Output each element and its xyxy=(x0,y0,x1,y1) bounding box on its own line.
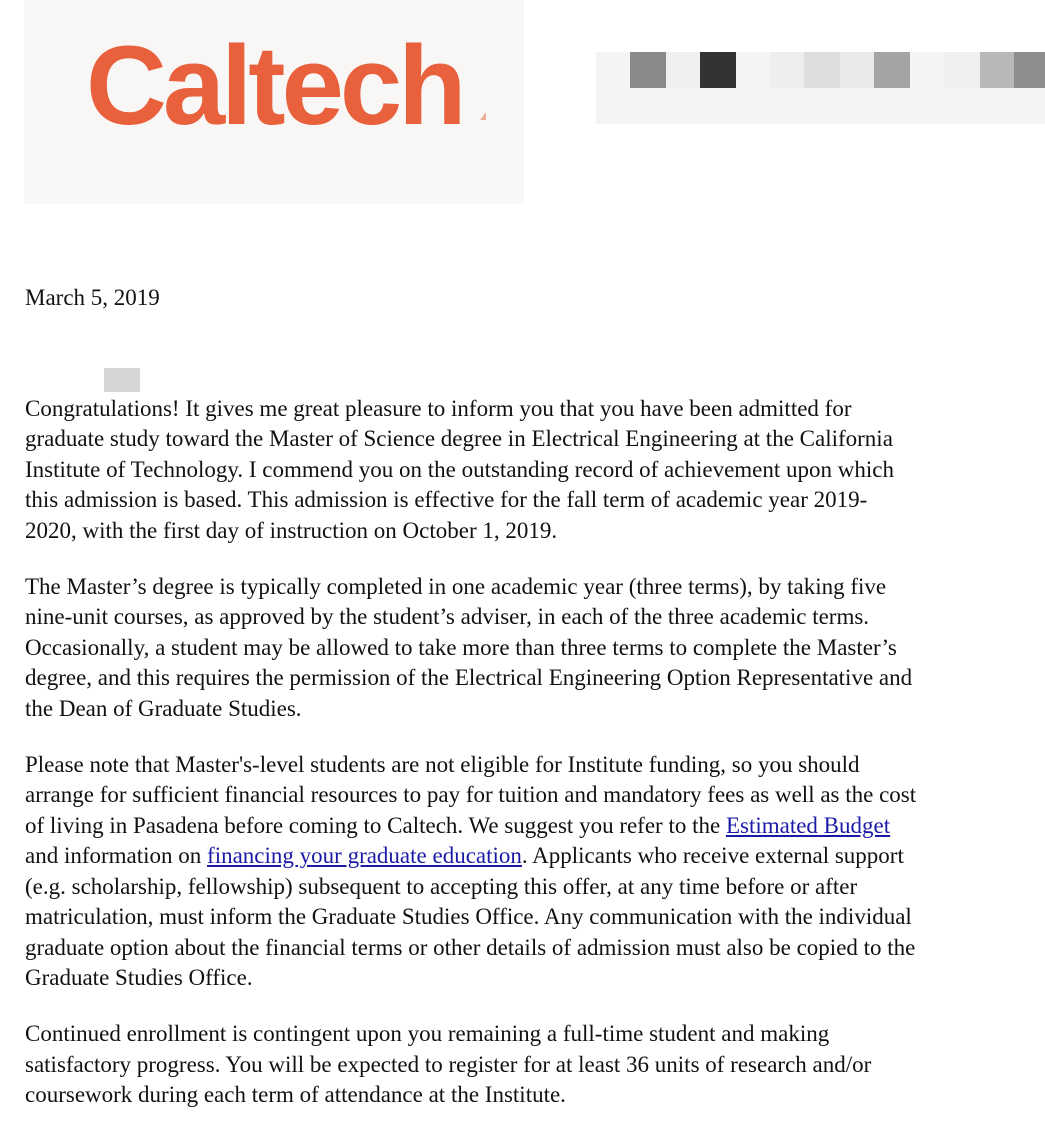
text-line: Institute of Technology. I commend you on the outstanding record of achievement upon which xyxy=(25,456,894,482)
letter-body xyxy=(25,394,1029,1137)
redaction-block xyxy=(666,52,702,88)
text-line: matriculation, must inform the Graduate Studies Office. Any communication with the individual xyxy=(25,904,912,930)
text-line: this admission is based. This admission is effective for the fall term of academic year 2019- xyxy=(25,487,868,513)
redaction-block xyxy=(1014,52,1045,88)
caltech-logo: Caltech xyxy=(86,23,463,148)
text-line: the Dean of Graduate Studies. xyxy=(25,695,302,721)
redacted-address xyxy=(596,52,1045,124)
redaction-block xyxy=(630,52,666,88)
redaction-block xyxy=(700,52,736,88)
text-line: Please note that Master's-level students are not eligible for Institute funding, so you should xyxy=(25,752,860,778)
financing-education-link[interactable]: financing your graduate education xyxy=(207,843,522,869)
text-line: Continued enrollment is contingent upon you remaining a full-time student and making xyxy=(25,1021,830,1047)
text-line: Occasionally, a student may be allowed to take more than three terms to complete the Master’s xyxy=(25,634,897,660)
text-line: Graduate Studies Office. xyxy=(25,964,253,990)
redaction-block xyxy=(770,52,806,88)
text-line: coursework during each term of attendance at the Institute. xyxy=(25,1082,566,1108)
paragraph-degree-terms xyxy=(25,572,1029,724)
estimated-budget-link[interactable]: Estimated Budget xyxy=(725,812,891,838)
letterhead xyxy=(24,0,524,204)
text-line xyxy=(25,841,1029,871)
text-line: degree, and this requires the permission of the Electrical Engineering Option Representative and xyxy=(25,665,913,691)
text-line: satisfactory progress. You will be expected to register for at least 36 units of research and/or xyxy=(25,1051,872,1077)
text-line: 2020, with the first day of instruction on October 1, 2019. xyxy=(25,517,558,543)
text-line: nine-unit courses, as approved by the student’s adviser, in each of the three academic terms. xyxy=(25,604,870,630)
text-line: graduate study toward the Master of Science degree in Electrical Engineering at the California xyxy=(25,426,893,452)
redaction-block xyxy=(840,52,876,88)
logo-mark-icon xyxy=(480,112,486,120)
redaction-block xyxy=(874,52,910,88)
redaction-block xyxy=(804,52,840,88)
letter-date: March 5, 2019 xyxy=(25,285,160,310)
text-segment: . Applicants who receive external support xyxy=(521,843,904,869)
text-line: Congratulations! It gives me great pleasure to inform you that you have been admitted for xyxy=(25,396,852,421)
text-line: arrange for sufficient financial resources to pay for tuition and mandatory fees as well as the cost xyxy=(25,782,917,808)
paragraph-enrollment xyxy=(25,1019,1029,1110)
text-line: (e.g. scholarship, fellowship) subsequent to accepting this offer, at any time before or after xyxy=(25,873,858,899)
text-line xyxy=(25,811,1029,841)
redaction-block xyxy=(944,52,980,88)
text-segment: of living in Pasadena before coming to Caltech. We suggest you refer to the xyxy=(25,812,726,838)
text-line: The Master’s degree is typically completed in one academic year (three terms), by taking five xyxy=(25,574,887,600)
redaction-block xyxy=(980,52,1016,88)
text-line: graduate option about the financial terms or other details of admission must also be copied to the xyxy=(25,934,916,960)
paragraph-admission xyxy=(25,394,1029,546)
paragraph-funding xyxy=(25,750,1029,993)
text-segment: and information on xyxy=(25,843,208,869)
redacted-salutation xyxy=(104,368,140,392)
